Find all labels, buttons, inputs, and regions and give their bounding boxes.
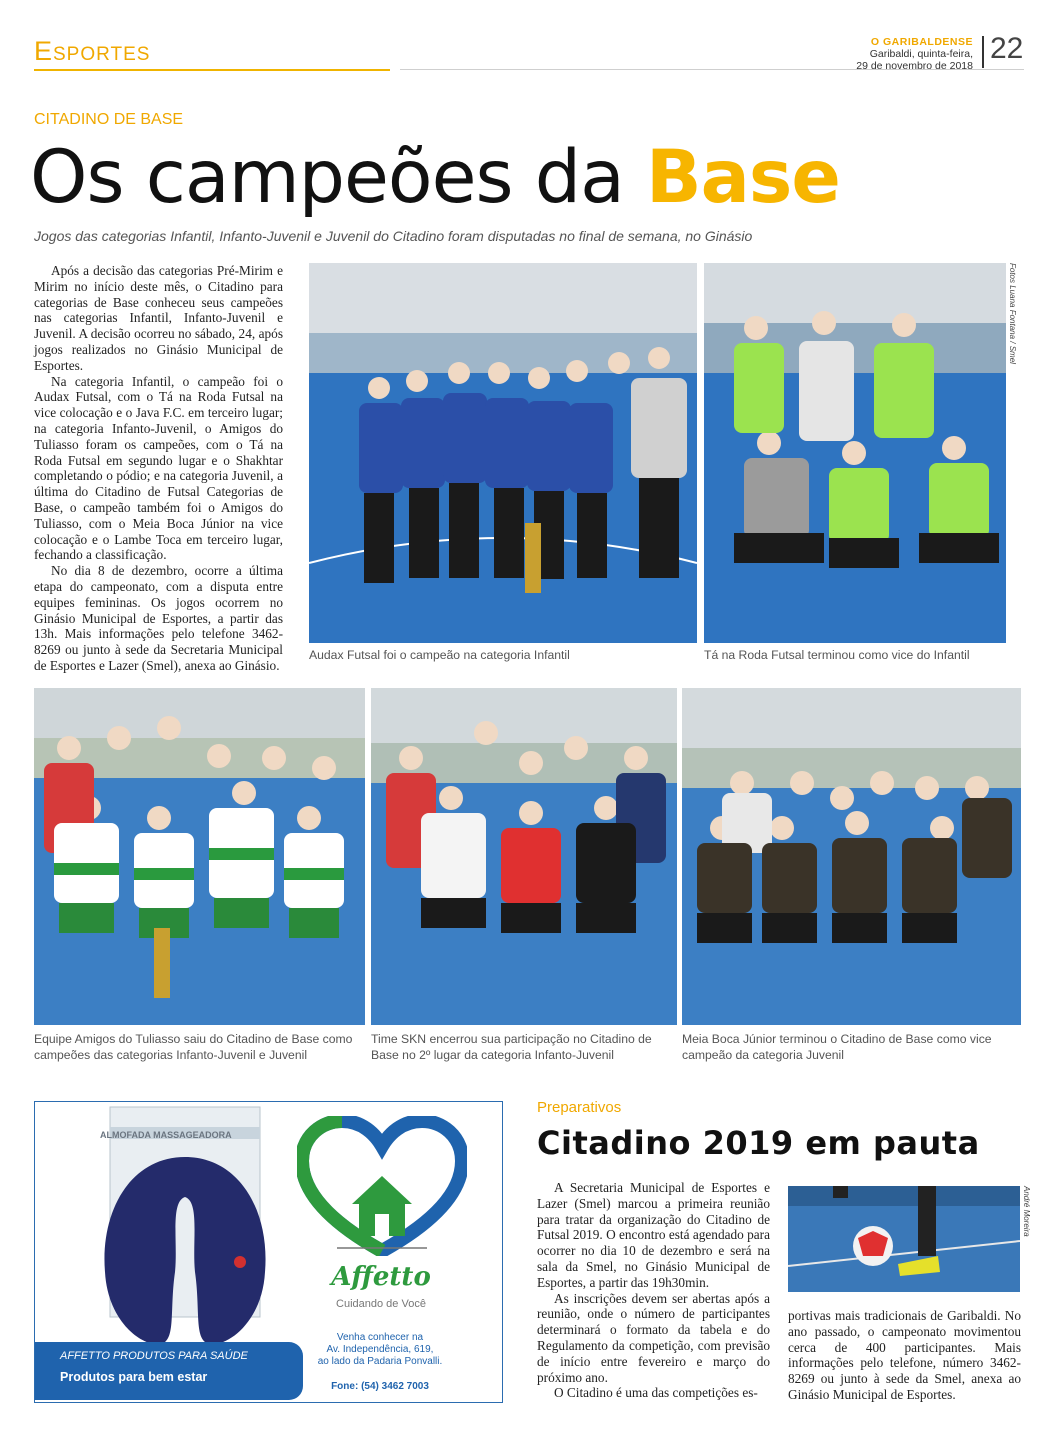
article2-kicker: Preparativos bbox=[537, 1099, 622, 1116]
brand-tagline: Cuidando de Você bbox=[336, 1298, 426, 1310]
masthead bbox=[856, 36, 973, 72]
caption-photo-1: Audax Futsal foi o campeão na categoria Infantil bbox=[309, 648, 570, 662]
caption-photo-3: Equipe Amigos do Tuliasso saiu do Citadino de Base como campeões das categorias Infanto-Juvenil e Juvenil bbox=[34, 1032, 353, 1062]
headline-highlight: Base bbox=[646, 135, 840, 220]
photo-amigos-tuliasso bbox=[34, 688, 365, 1025]
store-phone: Fone: (54) 3462 7003 bbox=[331, 1381, 429, 1392]
section-title: Esportes bbox=[34, 36, 151, 66]
affetto-logo-icon bbox=[297, 1116, 467, 1256]
photo-audax-futsal bbox=[309, 263, 697, 643]
article-subhead: Jogos das categorias Infantil, Infanto-Juvenil e Juvenil do Citadino foram disputadas no final de semana, no Ginásio bbox=[34, 228, 753, 244]
headline-main: Os campeões da bbox=[30, 135, 647, 220]
photo-ta-na-roda bbox=[704, 263, 1006, 643]
team-photo-image bbox=[34, 688, 365, 1025]
article2-paragraph: portivas mais tradicionais de Garibaldi. No ano passado, o campeonato movimentou cerca de 400 participantes. Mais informações pelo telefone, número 3462-8269 ou junto à sede da Smel, anexa ao Ginásio Municipal de Esportes. bbox=[788, 1308, 1021, 1402]
page-number: 22 bbox=[990, 32, 1024, 65]
pillow-product-image bbox=[90, 1102, 280, 1362]
article2-headline: Citadino 2019 em pauta bbox=[537, 1124, 980, 1162]
caption-photo-4: Time SKN encerrou sua participação no Citadino de Base no 2º lugar da categoria Infanto-Juvenil bbox=[371, 1032, 652, 1062]
dateline-2: 29 de novembro de 2018 bbox=[856, 60, 973, 72]
article2-paragraph: O Citadino é uma das competições es- bbox=[554, 1385, 758, 1401]
article-paragraph: Após a decisão das categorias Pré-Mirim e Mirim no início deste mês, o Citadino para categorias de Base conheceu seus campeões nas categorias Infantil, Infanto-Juvenil e Juvenil. A decisão ocorreu no sábado, 24, após jogos realizados no Ginásio Municipal de Esportes. bbox=[34, 263, 283, 373]
product-box-label: ALMOFADA MASSAGEADORA bbox=[100, 1130, 232, 1140]
photo-futsal-ball bbox=[788, 1186, 1020, 1292]
advertisement bbox=[34, 1101, 503, 1403]
article-body bbox=[34, 263, 283, 674]
team-photo-image bbox=[371, 688, 677, 1025]
photo-credit: Fotos Luana Fontana / Smel bbox=[1008, 263, 1017, 364]
address-line-1: Venha conhecer na bbox=[336, 1332, 424, 1343]
article2-photo-credit: André Moreira bbox=[1022, 1186, 1031, 1237]
futsal-photo-image bbox=[788, 1186, 1020, 1292]
page-number-divider bbox=[982, 36, 984, 68]
dateline-1: Garibaldi, quinta-feira, bbox=[869, 48, 973, 60]
article-kicker: CITADINO DE BASE bbox=[34, 111, 184, 128]
address-line-3: ao lado da Padaria Ponvalli. bbox=[317, 1356, 443, 1367]
brand-name: Affetto bbox=[331, 1262, 431, 1292]
article2-paragraph: As inscrições devem ser abertas após a reunião, onde o número de participantes determinará o formato da tabela e do Regulamento da competição, com previsão de início entre fevereiro e março do próximo ano. bbox=[537, 1290, 770, 1385]
photo-meia-boca-junior bbox=[682, 688, 1021, 1025]
article2-col2 bbox=[788, 1308, 1021, 1403]
banner-text-2: Produtos para bem estar bbox=[60, 1370, 208, 1384]
team-photo-image bbox=[682, 688, 1021, 1025]
section-rule bbox=[34, 69, 390, 71]
article-headline bbox=[30, 136, 840, 220]
team-photo-image bbox=[309, 263, 697, 643]
caption-photo-2: Tá na Roda Futsal terminou como vice do Infantil bbox=[704, 648, 970, 662]
article2-col1 bbox=[537, 1180, 770, 1401]
publication-name: O GARIBALDENSE bbox=[870, 36, 973, 48]
article2-paragraph: A Secretaria Municipal de Esportes e Lazer (Smel) marcou a primeira reunião para tratar da organização do Citadino de Futsal 2019. O encontro está agendado para ocorrer no dia 10 de dezembro e será na sala da Smel, no Ginásio Municipal de Esportes, a partir das 19h30min. bbox=[537, 1180, 770, 1290]
banner-text-1: AFFETTO PRODUTOS PARA SAÚDE bbox=[60, 1350, 248, 1362]
team-photo-image bbox=[704, 263, 1006, 643]
ad-banner bbox=[35, 1342, 303, 1400]
photo-time-skn bbox=[371, 688, 677, 1025]
store-address bbox=[295, 1332, 465, 1368]
article-paragraph: No dia 8 de dezembro, ocorre a última etapa do campeonato, com a disputa entre equipes femininas. Os jogos ocorrem no Ginásio Municipal de Esportes, a partir das 13h. Mais informações pelo telefone 3462-8269 ou junto à sede da Secretaria Municipal de Esportes e Lazer (Smel), anexa ao Ginásio. bbox=[34, 563, 283, 673]
article-paragraph: Na categoria Infantil, o campeão foi o Audax Futsal, com o Tá na Roda Futsal na vice colocação e o Java F.C. em terceiro lugar; na categoria Infanto-Juvenil, o Amigos do Tuliasso foram os campeões, com o Tá na Roda Futsal em segundo lugar e o Shakhtar completando o pódio; e na categoria Juvenil, a última do Citadino de Futsal Categorias de Base, o campeão também foi o Amigos do Tuliasso, com o Meia Boca Júnior na vice colocação e o Lambe Toca em terceiro lugar, fechando a classificação. bbox=[34, 373, 283, 563]
address-line-2: Av. Independência, 619, bbox=[326, 1344, 434, 1355]
caption-photo-5: Meia Boca Júnior terminou o Citadino de Base como vice campeão da categoria Juvenil bbox=[682, 1032, 992, 1062]
